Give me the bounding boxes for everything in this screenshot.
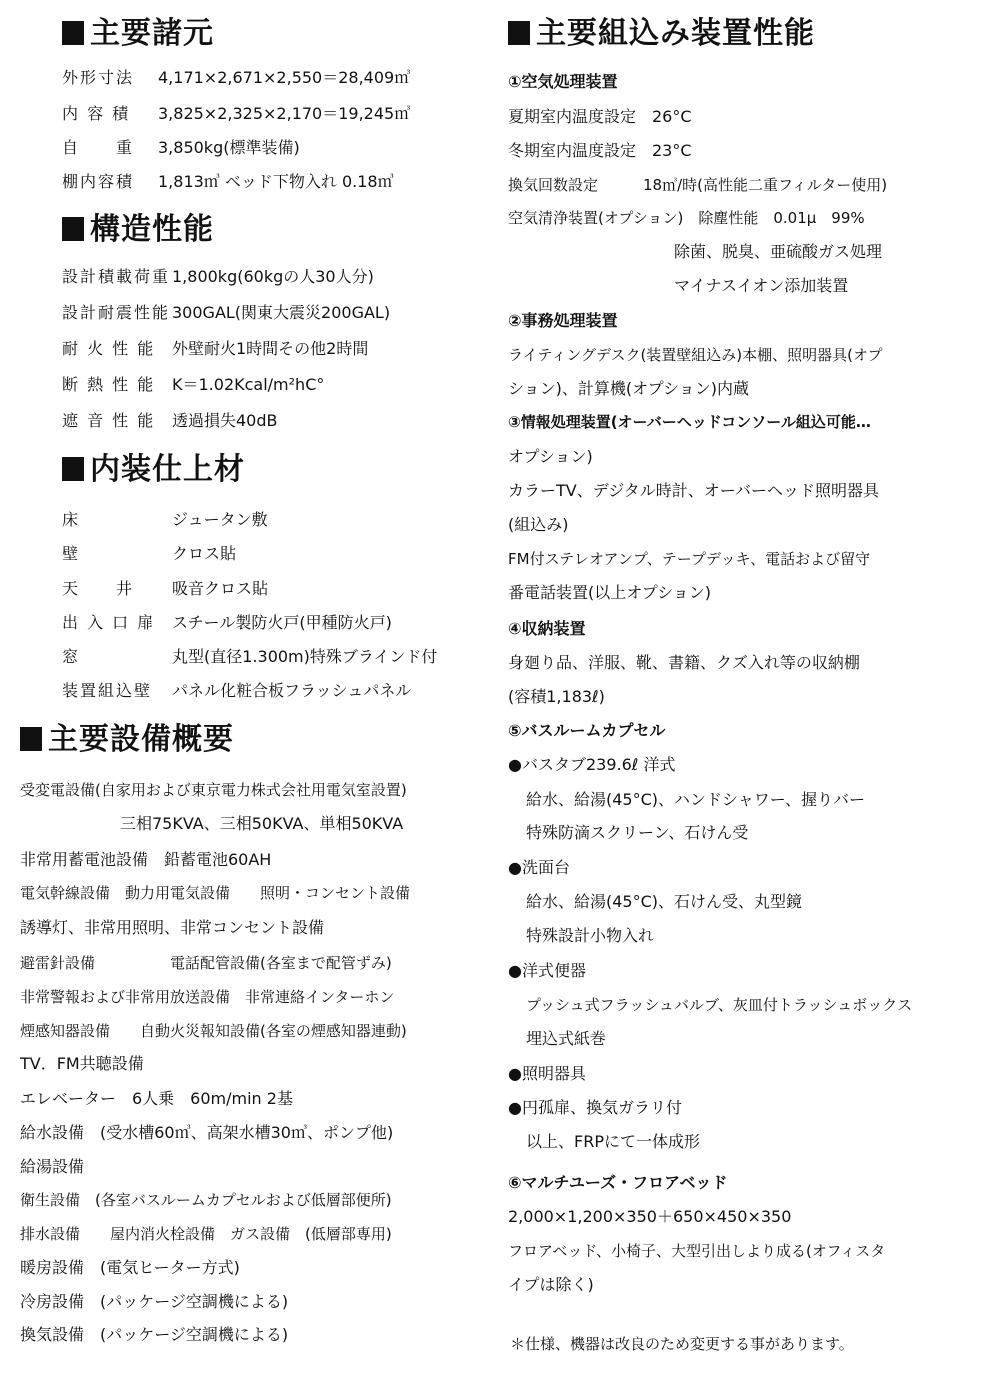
equipment-line: 冷房設備 (パッケージ空調機による)	[20, 1292, 289, 1311]
equipment-line: 三相75KVA、三相50KVA、単相50KVA	[120, 814, 404, 833]
equipment-section-title: 主要設備概要	[20, 722, 234, 758]
equipment-line: 受変電設備(自家用および東京電力株式会社用電気室設置)	[20, 781, 407, 799]
equipment-line: 非常警報および非常用放送設備 非常連絡インターホン	[20, 988, 395, 1006]
equipment-line: 避雷針設備 電話配管設備(各室まで配管ずみ)	[20, 954, 392, 972]
bath-line: ●円孤扉、換気ガラリ付	[508, 1098, 682, 1117]
bath-subtitle: ⑤バスルームカプセル	[508, 721, 666, 740]
bath-line: 埋込式紙巻	[526, 1029, 607, 1048]
equipment-line: 衛生設備 (各室バスルームカプセルおよび低層部便所)	[20, 1191, 392, 1209]
equipment-line: 給湯設備	[20, 1157, 85, 1176]
square-bullet-icon	[62, 21, 84, 45]
equipment-line: 煙感知器設備 自動火災報知設備(各室の煙感知器連動)	[20, 1022, 407, 1040]
interior-row: 装置組込壁 パネル化粧合板フラッシュパネル	[62, 681, 412, 700]
bath-line: プッシュ式フラッシュバルブ、灰皿付トラッシュボックス	[526, 996, 913, 1014]
info-line: オプション)	[508, 447, 593, 466]
storage-line: (容積1,183ℓ)	[508, 687, 605, 706]
interior-row: 天 井 吸音クロス貼	[62, 579, 269, 598]
bath-line: 以上、FRPにて一体成形	[526, 1132, 700, 1151]
info-line: FM付ステレオアンプ、テープデッキ、電話および留守	[508, 550, 871, 568]
air-line: 空気清浄装置(オプション) 除塵性能 0.01μ 99%	[508, 209, 865, 227]
info-subtitle: ③情報処理装置(オーバーヘッドコンソール組込可能…	[508, 413, 871, 431]
spec-row: 内 容 積 3,825×2,325×2,170＝19,245㎥	[62, 104, 411, 123]
square-bullet-icon	[62, 457, 84, 481]
structure-row: 断 熱 性 能 K＝1.02Kcal/m²hC°	[62, 375, 325, 394]
info-line: 番電話装置(以上オプション)	[508, 583, 712, 602]
air-line: 夏期室内温度設定 26°C	[508, 107, 692, 126]
bath-line: 給水、給湯(45°C)、ハンドシャワー、握りバー	[526, 790, 866, 809]
bath-line: ●バスタブ239.6ℓ 洋式	[508, 755, 676, 774]
bath-line: ●照明器具	[508, 1064, 586, 1083]
interior-row: 壁 クロス貼	[62, 544, 237, 563]
structure-section-title: 構造性能	[62, 212, 214, 248]
air-line: 換気回数設定 18㎥/時(高性能二重フィルター使用)	[508, 176, 888, 194]
equipment-line: TV．FM共聴設備	[20, 1054, 144, 1073]
air-line: 冬期室内温度設定 23°C	[508, 141, 692, 160]
office-line: ション)、計算機(オプション)内蔵	[508, 379, 749, 398]
storage-line: 身廻り品、洋服、靴、書籍、クズ入れ等の収納棚	[508, 653, 860, 672]
square-bullet-icon	[62, 217, 84, 241]
air-subtitle: ①空気処理装置	[508, 72, 618, 91]
equipment-line: 換気設備 (パッケージ空調機による)	[20, 1325, 289, 1344]
specs-section-title: 主要諸元	[62, 16, 214, 52]
interior-row: 出 入 口 扉 スチール製防火戸(甲種防火戸)	[62, 613, 392, 632]
equipment-line: 暖房設備 (電気ヒーター方式)	[20, 1258, 240, 1277]
square-bullet-icon	[508, 21, 530, 45]
bed-line: フロアベッド、小椅子、大型引出しより成る(オフィスタ	[508, 1242, 886, 1260]
info-line: カラーTV、デジタル時計、オーバーヘッド照明器具	[508, 481, 879, 500]
bath-line: ●洋式便器	[508, 961, 586, 980]
bath-line: 特殊設計小物入れ	[526, 926, 655, 945]
structure-row: 耐 火 性 能 外壁耐火1時間その他2時間	[62, 339, 369, 358]
office-subtitle: ②事務処理装置	[508, 311, 618, 330]
office-line: ライティングデスク(装置壁組込み)本棚、照明器具(オプ	[508, 346, 883, 364]
equipment-line: 給水設備 (受水槽60㎥、高架水槽30㎥、ポンプ他)	[20, 1123, 394, 1142]
spec-row: 棚内容積 1,813㎥ ベッド下物入れ 0.18㎥	[62, 172, 394, 191]
bed-line: 2,000×1,200×350＋650×450×350	[508, 1207, 792, 1226]
footnote: ＊仕様、機器は改良のため変更する事があります。	[510, 1335, 854, 1353]
structure-row: 設計積載荷重 1,800kg(60kgの人30人分)	[62, 267, 374, 286]
bath-line: 特殊防滴スクリーン、石けん受	[526, 823, 749, 842]
interior-row: 窓 丸型(直径1.300m)特殊ブラインド付	[62, 647, 438, 666]
equipment-line: エレベーター 6人乗 60m/min 2基	[20, 1089, 293, 1108]
storage-subtitle: ④収納装置	[508, 619, 586, 638]
interior-section-title: 内装仕上材	[62, 452, 245, 488]
structure-row: 遮 音 性 能 透過損失40dB	[62, 411, 278, 430]
equipment-line: 電気幹線設備 動力用電気設備 照明・コンセント設備	[20, 884, 411, 902]
equipment-line: 非常用蓄電池設備 鉛蓄電池60AH	[20, 850, 272, 869]
interior-row: 床 ジュータン敷	[62, 510, 268, 529]
info-line: (組込み)	[508, 515, 569, 534]
spec-row: 外形寸法 4,171×2,671×2,550＝28,409㎥	[62, 68, 411, 87]
bath-line: 給水、給湯(45°C)、石けん受、丸型鏡	[526, 892, 803, 911]
bath-line: ●洗面台	[508, 858, 570, 877]
structure-row: 設計耐震性能 300GAL(関東大震災200GAL)	[62, 303, 391, 322]
air-line: マイナスイオン添加装置	[674, 276, 849, 295]
equipment-line: 誘導灯、非常用照明、非常コンセント設備	[20, 918, 325, 937]
air-line: 除菌、脱臭、亜硫酸ガス処理	[674, 242, 883, 261]
spec-row: 自 重 3,850kg(標準装備)	[62, 138, 300, 157]
square-bullet-icon	[20, 727, 42, 751]
bed-subtitle: ⑥マルチユーズ・フロアベッド	[508, 1173, 728, 1192]
bed-line: イプは除く)	[508, 1275, 594, 1294]
equipment-line: 排水設備 屋内消火栓設備 ガス設備 (低層部専用)	[20, 1225, 392, 1243]
builtin-section-title: 主要組込み装置性能	[508, 16, 815, 52]
